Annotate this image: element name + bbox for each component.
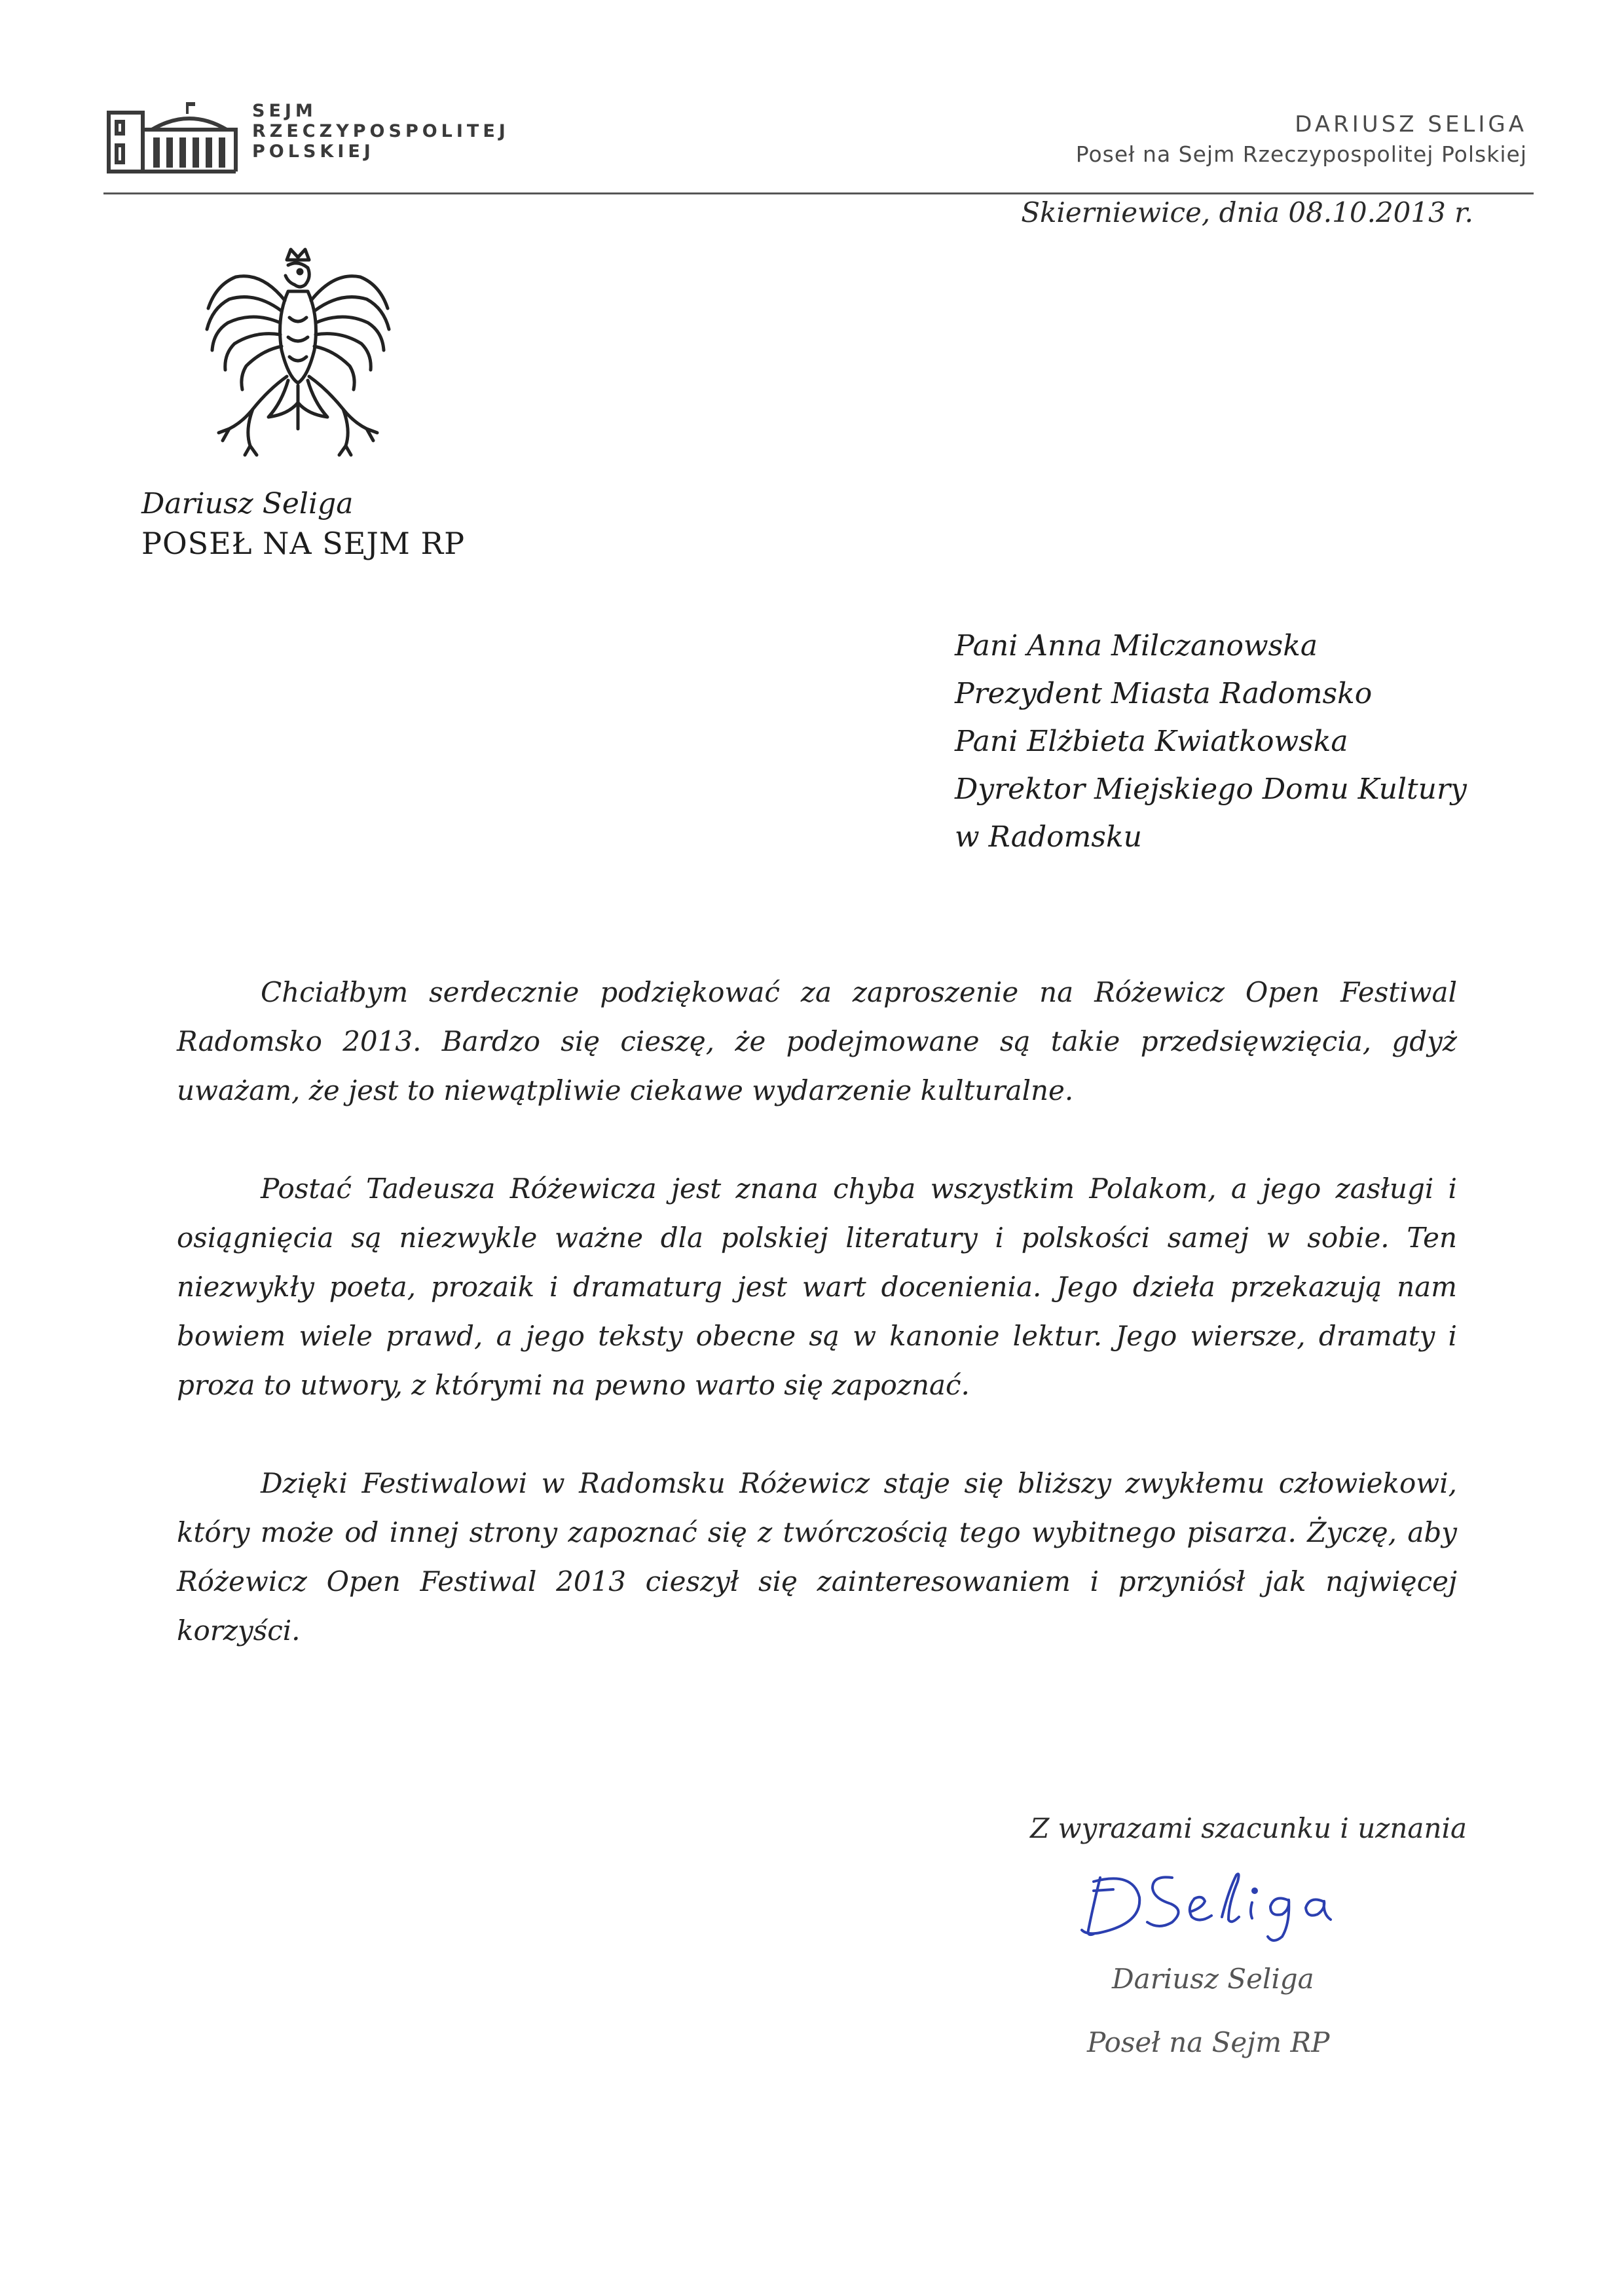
header-divider xyxy=(103,192,1534,194)
body-paragraph-2: Postać Tadeusza Różewicza jest znana chyba wszystkim Polakom, a jego zasługi i osiągnięcia są niezwykle ważne dla polskiej literatury i polskości samej w sobie. Ten niezwykły poeta, prozaik i dramaturg jest wart docenienia. Jego dzieła przekazują nam bowiem wiele prawd, a jego teksty obecne są w kanonie lektur. Jego wiersze, dramaty i proza to utwory, z którymi na pewno warto się zapoznać. xyxy=(177,1173,1457,1401)
closing-greeting: Z wyrazami szacunku i uznania xyxy=(1030,1812,1467,1844)
sejm-building-icon xyxy=(105,98,242,177)
recipient-line: Dyrektor Miejskiego Domu Kultury xyxy=(955,773,1467,806)
logo-line-3: POLSKIEJ xyxy=(252,141,375,162)
recipient-line: w Radomsku xyxy=(955,820,1142,854)
logo-line-2: RZECZYPOSPOLITEJ xyxy=(252,121,509,141)
recipient-line: Pani Anna Milczanowska xyxy=(955,629,1318,663)
letterhead-role: Poseł na Sejm Rzeczypospolitej Polskiej xyxy=(1075,141,1527,167)
logo-line-1: SEJM xyxy=(252,101,317,121)
recipient-line: Prezydent Miasta Radomsko xyxy=(955,677,1373,710)
letterhead-sender xyxy=(1076,110,1527,170)
body-paragraph-1: Chciałbym serdecznie podziękować za zaproszenie na Różewicz Open Festiwal Radomsko 2013. Bardzo się cieszę, że podejmowane są takie przedsięwzięcia, gdyż uważam, że jest to niewątpliwie ciekawe wydarzenie kulturalne. xyxy=(177,976,1457,1106)
polish-eagle-icon xyxy=(190,246,406,462)
signatory-name: Dariusz Seliga xyxy=(1112,1963,1314,1995)
handwritten-signature xyxy=(1074,1851,1375,1950)
letterhead-name: DARIUSZ SELIGA xyxy=(1295,111,1527,137)
recipients-block xyxy=(955,622,1467,861)
body-paragraph-3: Dzięki Festiwalowi w Radomsku Różewicz staje się bliższy zwykłemu człowiekowi, który może od innej strony zapoznać się z twórczością tego wybitnego pisarza. Życzę, aby Różewicz Open Festiwal 2013 cieszył się zainteresowaniem i przyniósł jak najwięcej korzyści. xyxy=(177,1467,1457,1647)
letter-date: Skierniewice, dnia 08.10.2013 r. xyxy=(1021,196,1473,228)
sender-title: POSEŁ NA SEJM RP xyxy=(141,526,466,561)
recipient-line: Pani Elżbieta Kwiatkowska xyxy=(955,725,1348,758)
sender-name: Dariusz Seliga xyxy=(141,487,354,520)
sejm-logo xyxy=(105,98,509,177)
sender-block xyxy=(141,484,465,563)
signatory-role: Poseł na Sejm RP xyxy=(1087,2026,1330,2058)
